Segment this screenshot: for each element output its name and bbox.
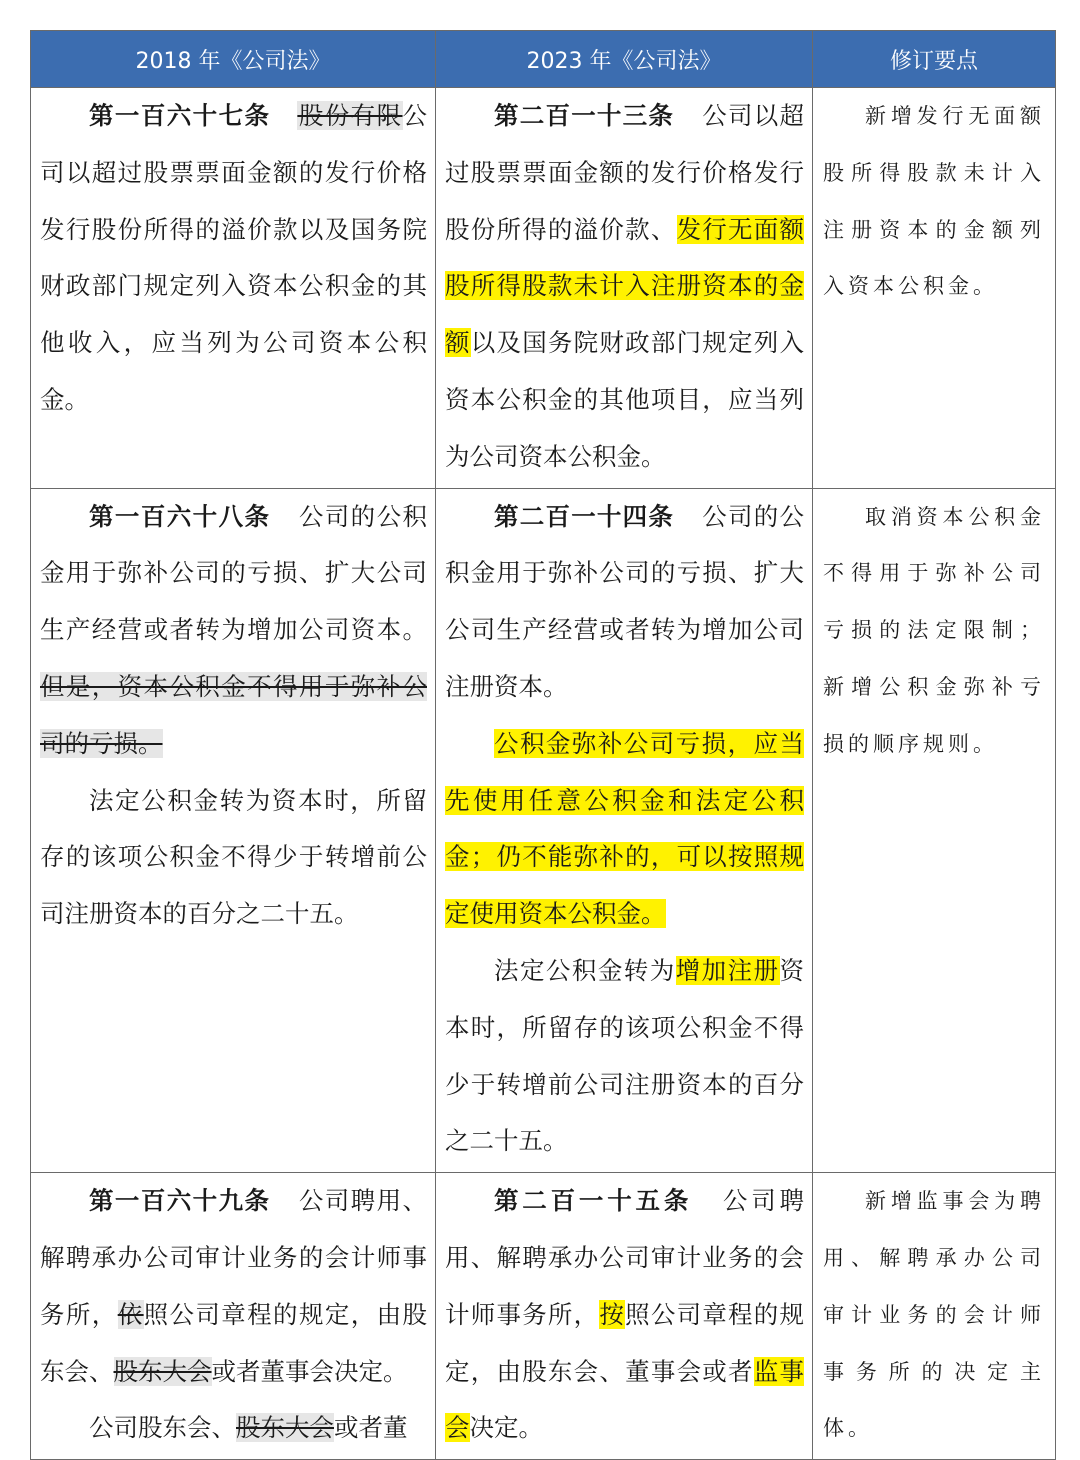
article-number: 第一百六十七条 [89,101,271,130]
article-number: 第一百六十八条 [89,501,271,531]
new-article-cell [436,1173,813,1460]
revision-note-cell [813,1173,1056,1460]
paragraph [445,716,804,943]
text-run: 照公司章程的规定，由股东会、 [40,1299,428,1386]
paragraph [40,1400,427,1457]
highlighted-text: 监事会 [445,1356,805,1443]
article-number: 第二百一十四条 [494,501,675,531]
text-run: 法定公积金转为资本时，所留存的该项公积金不得少于转增前公司注册资本的百分之二十五。 [40,785,427,929]
text-run: 公司的公积金用于弥补公司的亏损、扩大公司生产经营或者转为增加公司资本。 [40,501,427,645]
deleted-text: 股东大会 [236,1413,334,1443]
text-run: 法定公积金转为 [494,955,676,985]
text-run: 照公司章程的规定，由股东会、董事会或者 [445,1299,805,1386]
deleted-text: 但是，资本公积金不得用于弥补公司的亏损。 [40,671,427,758]
revision-note: 取消资本公积金不得用于弥补公司亏损的法定限制；新增公积金弥补亏损的顺序规则。 [823,504,1045,756]
paragraph [445,88,804,486]
deleted-text: 股份有限 [297,101,403,130]
paragraph-text [445,101,804,471]
paragraph [40,773,427,943]
deleted-text: 股东大会 [113,1356,212,1386]
paragraph [40,1173,427,1400]
revision-note: 新增发行无面额股所得股款未计入注册资本的金额列入资本公积金。 [823,104,1045,299]
table-row [31,1173,1056,1460]
highlighted-text: 发行无面额股所得股款未计入注册资本的金额 [445,214,805,358]
article-number: 第二百一十三条 [494,101,675,130]
paragraph-text [445,1186,804,1442]
text-run: 公司的公积金用于弥补公司的亏损、扩大公司生产经营或者转为增加公司注册资本。 [445,501,805,701]
paragraph [445,489,804,716]
new-article-cell [436,88,813,489]
revision-note-cell [813,88,1056,489]
paragraph [40,489,427,773]
paragraph-text [445,502,804,701]
text-run: 决定。 [469,1413,543,1443]
paragraph-text [40,101,427,414]
text-run: 以及国务院财政部门规定列入资本公积金的其他项目，应当列为公司资本公积金。 [445,328,805,471]
table-row [31,488,1056,1173]
law-comparison-table [30,30,1056,1460]
new-article-cell [436,488,813,1173]
article-number: 第一百六十九条 [89,1186,271,1216]
paragraph-text [40,502,427,758]
text-run: 或者董事会决定。 [211,1356,408,1386]
revision-note-cell [813,488,1056,1173]
text-run: 公司聘用、解聘承办公司审计业务的会计师事务所， [445,1186,805,1329]
revision-note: 新增监事会为聘用、解聘承办公司审计业务的会计师事务所的决定主体。 [823,1189,1045,1441]
highlighted-text: 按 [599,1299,626,1329]
paragraph [445,943,804,1170]
header-2023-law: 2023 年《公司法》 [436,31,813,88]
highlighted-text: 公积金弥补公司亏损，应当先使用任意公积金和法定公积金；仍不能弥补的，可以按照规定使用资本公积金。 [445,728,804,929]
paragraph [40,88,427,429]
header-row [31,31,1056,88]
table-row [31,88,1056,489]
text-run: 资本时，所留存的该项公积金不得少于转增前公司注册资本的百分之二十五。 [445,955,805,1156]
deleted-text: 依 [117,1299,144,1329]
text-run: 公司股东会、 [89,1413,236,1443]
text-run: 公司以超过股票票面金额的发行价格发行股份所得的溢价款以及国务院财政部门规定列入资本公积金的其他收入，应当列为公司资本公积金。 [40,101,427,414]
old-article-cell [31,88,436,489]
paragraph [445,1173,804,1457]
header-revision-points: 修订要点 [813,31,1056,88]
header-2018-law: 2018 年《公司法》 [31,31,436,88]
text-run: 或者董 [334,1413,408,1443]
article-number: 第二百一十五条 [494,1186,693,1216]
old-article-cell [31,1173,436,1460]
old-article-cell [31,488,436,1173]
highlighted-text: 增加注册 [675,955,780,985]
text-run: 公司聘用、解聘承办公司审计业务的会计师事务所， [40,1186,427,1329]
text-run: 公司以超过股票票面金额的发行价格发行股份所得的溢价款、 [445,101,805,244]
paragraph-text [40,1186,427,1385]
